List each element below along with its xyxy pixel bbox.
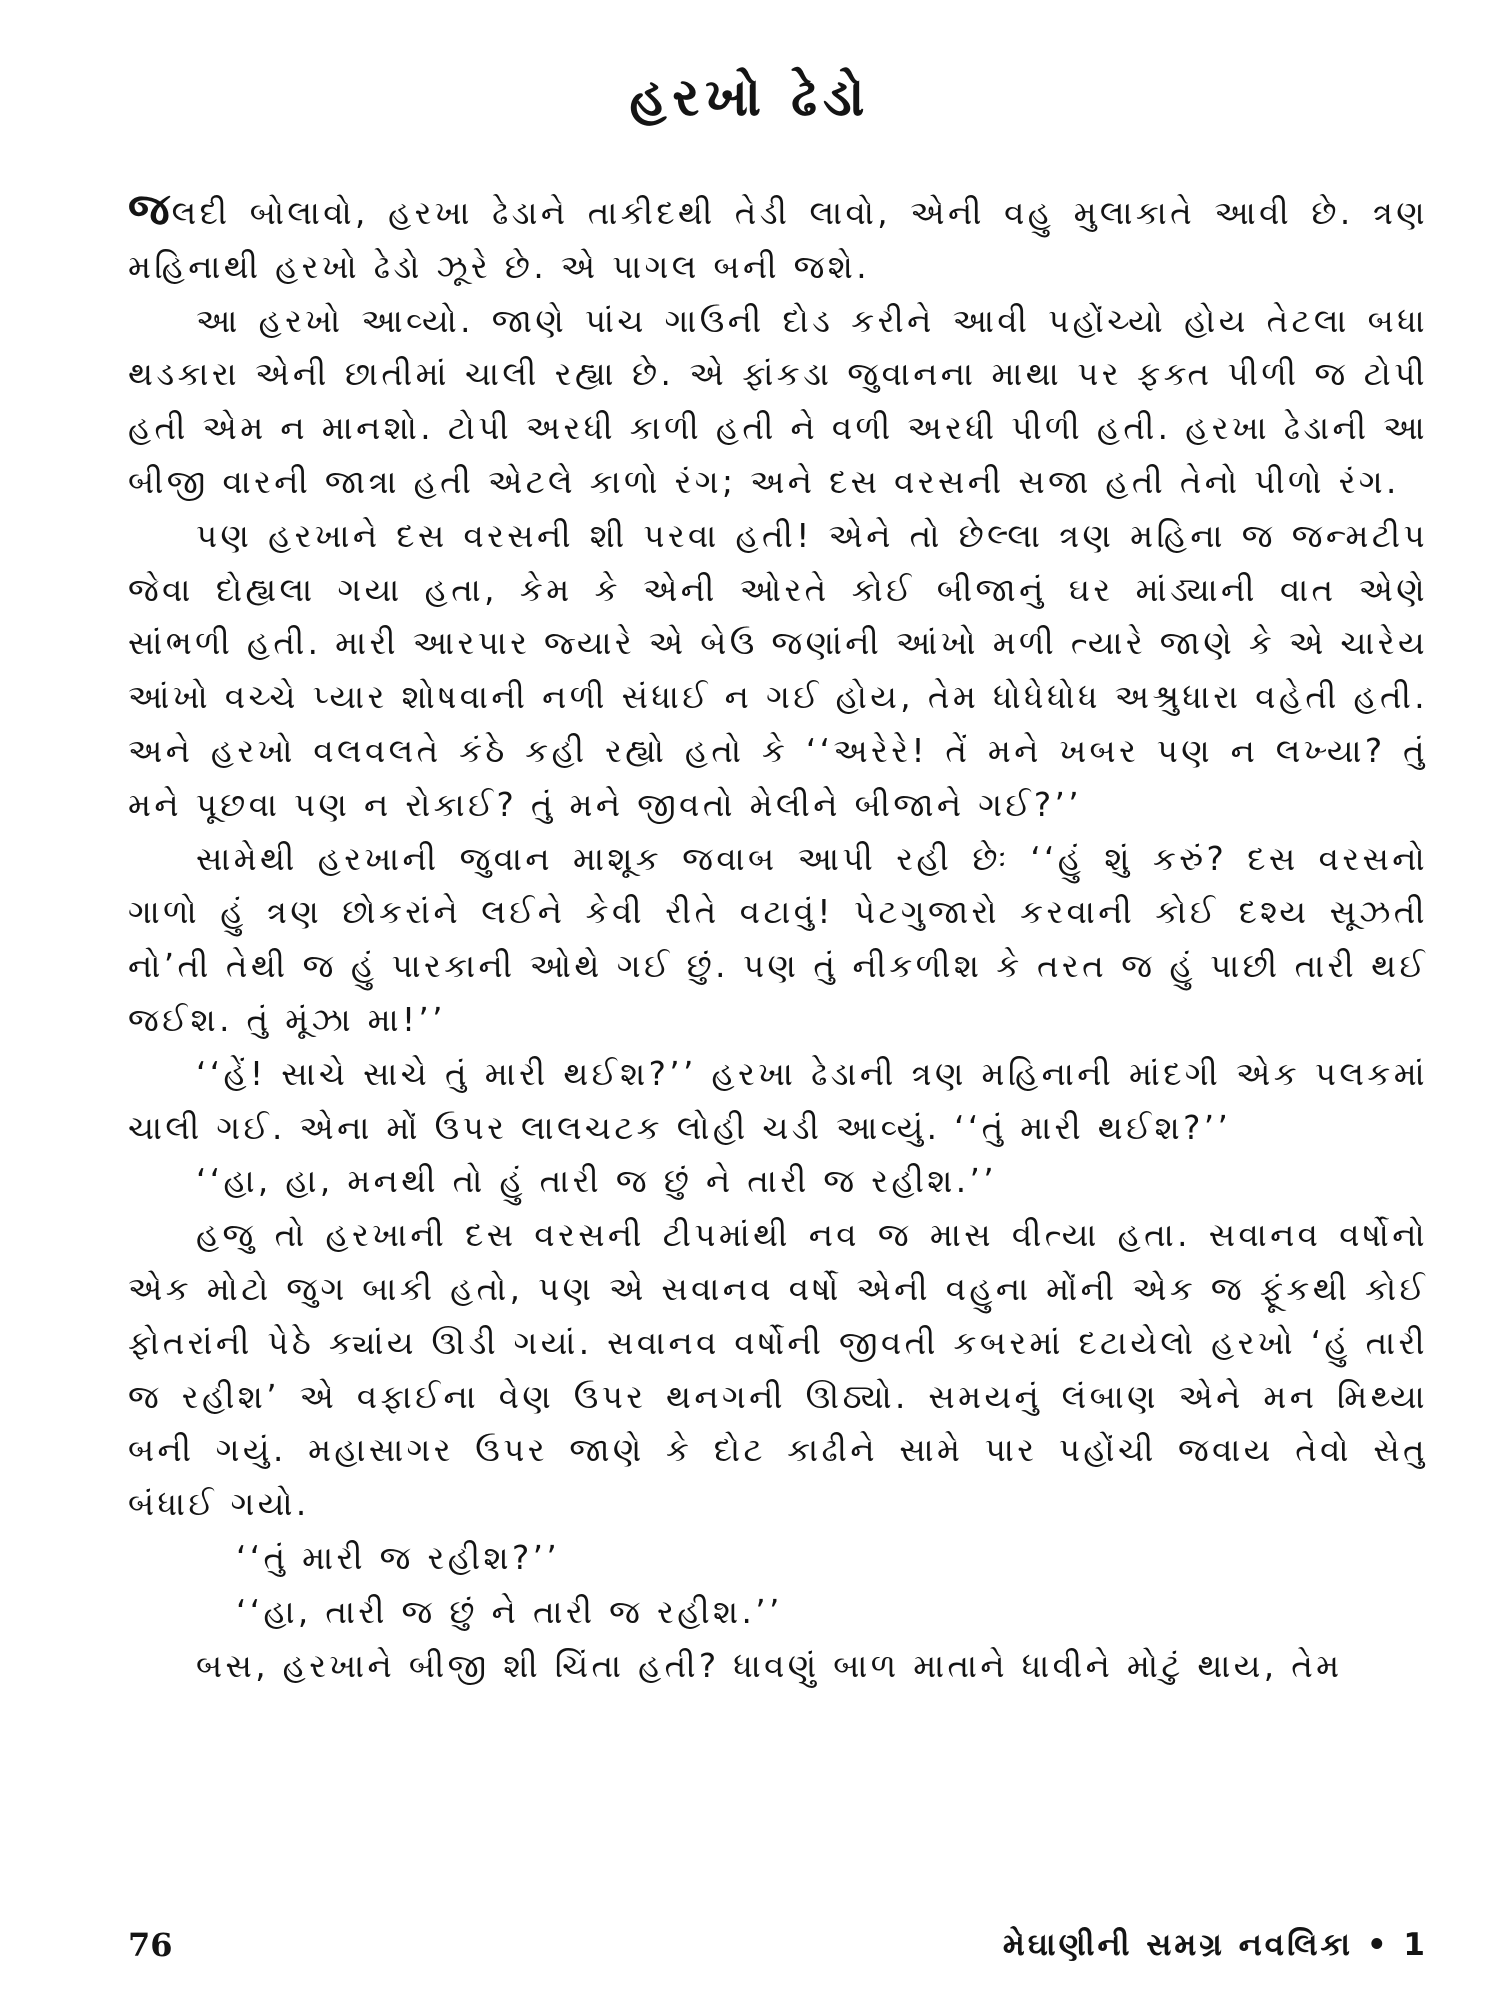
paragraph-1-text: લદી બોલાવો, હરખા ઢેડાને તાકીદથી તેડી લાવો, એની વહુ મુલાકાતે આવી છે. ત્રણ મહિનાથી હરખો ઢેડો ઝૂરે છે. એ પાગલ બની જશે.: [128, 194, 1428, 286]
paragraph-4: સામેથી હરખાની જુવાન માશૂક જવાબ આપી રહી છેઃ ‘‘હું શું કરું? દસ વરસનો ગાળો હું ત્રણ છોકરાંને લઈને કેવી રીતે વટાવું! પેટગુજારો કરવાની કોઈ દશ્ય સૂઝતી નો’તી તેથી જ હું પારકાની ઓથે ગઈ છું. પણ તું નીકળીશ કે તરત જ હું પાછી તારી થઈ જઈશ. તું મૂંઝા મા!’’: [128, 839, 1428, 1039]
paragraph-5: ‘‘હેં! સાચે સાચે તું મારી થઈશ?’’ હરખા ઢેડાની ત્રણ મહિનાની માંદગી એક પલકમાં ચાલી ગઈ. એના મોં ઉપર લાલચટક લોહી ચડી આવ્યું. ‘‘તું મારી થઈશ?’’: [128, 1054, 1428, 1147]
paragraph-10: બસ, હરખાને બીજી શી ચિંતા હતી? ધાવણું બાળ માતાને ધાવીને મોટું થાય, તેમ: [196, 1646, 1343, 1685]
page-number: 76: [128, 1926, 173, 1964]
paragraph-3: પણ હરખાને દસ વરસની શી પરવા હતી! એને તો છેલ્લા ત્રણ મહિના જ જન્મટીપ જેવા દોહ્યલા ગયા હતા, કેમ કે એની ઓરતે કોઈ બીજાનું ઘર માંડ્યાની વાત એણે સાંભળી હતી. મારી આરપાર જ્યારે એ બેઉ જણાંની આંખો મળી ત્યારે જાણે કે એ ચારેય આંખો વચ્ચે પ્યાર શોષવાની નળી સંધાઈ ન ગઈ હોય, તેમ ધોધેધોધ અશ્રુધારા વહેતી હતી. અને હરખો વલવલતે કંઠે કહી રહ્યો હતો કે ‘‘અરેરે! તેં મને ખબર પણ ન લખ્યા? તું મને પૂછવા પણ ન રોકાઈ? તું મને જીવતો મેલીને બીજાને ગઈ?’’: [128, 516, 1428, 824]
running-head: મેઘાણીની સમગ્ર નવલિકા • 1: [1002, 1927, 1428, 1963]
drop-cap: જ: [128, 184, 172, 235]
paragraph-1: [128, 183, 1428, 295]
paragraph-8: ‘‘તું મારી જ રહીશ?’’: [236, 1538, 561, 1577]
paragraph-6: ‘‘હા, હા, મનથી તો હું તારી જ છું ને તારી જ રહીશ.’’: [196, 1162, 997, 1201]
paragraph-2: આ હરખો આવ્યો. જાણે પાંચ ગાઉની દોડ કરીને આવી પહોંચ્યો હોય તેટલા બધા થડકારા એની છાતીમાં ચાલી રહ્યા છે. એ ફાંકડા જુવાનના માથા પર ફક્ત પીળી જ ટોપી હતી એમ ન માનશો. ટોપી અરધી કાળી હતી ને વળી અરધી પીળી હતી. હરખા ઢેડાની આ બીજી વારની જાત્રા હતી એટલે કાળો રંગ; અને દસ વરસની સજા હતી તેનો પીળો રંગ.: [128, 301, 1428, 501]
story-body: [128, 183, 1428, 1693]
paragraph-9: ‘‘હા, તારી જ છું ને તારી જ રહીશ.’’: [236, 1592, 783, 1631]
paragraph-7: હજુ તો હરખાની દસ વરસની ટીપમાંથી નવ જ માસ વીત્યા હતા. સવાનવ વર્ષોનો એક મોટો જુગ બાકી હતો, પણ એ સવાનવ વર્ષો એની વહુના મોંની એક જ ફૂંકથી કોઈ ફોતરાંની પેઠે ક્યાંય ઊડી ગયાં. સવાનવ વર્ષોની જીવતી કબરમાં દટાયેલો હરખો ‘હું તારી જ રહીશ’ એ વફાઈના વેણ ઉપર થનગની ઊઠ્યો. સમયનું લંબાણ એને મન મિથ્યા બની ગયું. મહાસાગર ઉપર જાણે કે દોટ કાઢીને સામે પાર પહોંચી જવાય તેવો સેતુ બંધાઈ ગયો.: [128, 1216, 1428, 1524]
story-title: હરખો ઢેડો: [629, 68, 871, 128]
page-footer: [128, 1923, 1428, 1971]
